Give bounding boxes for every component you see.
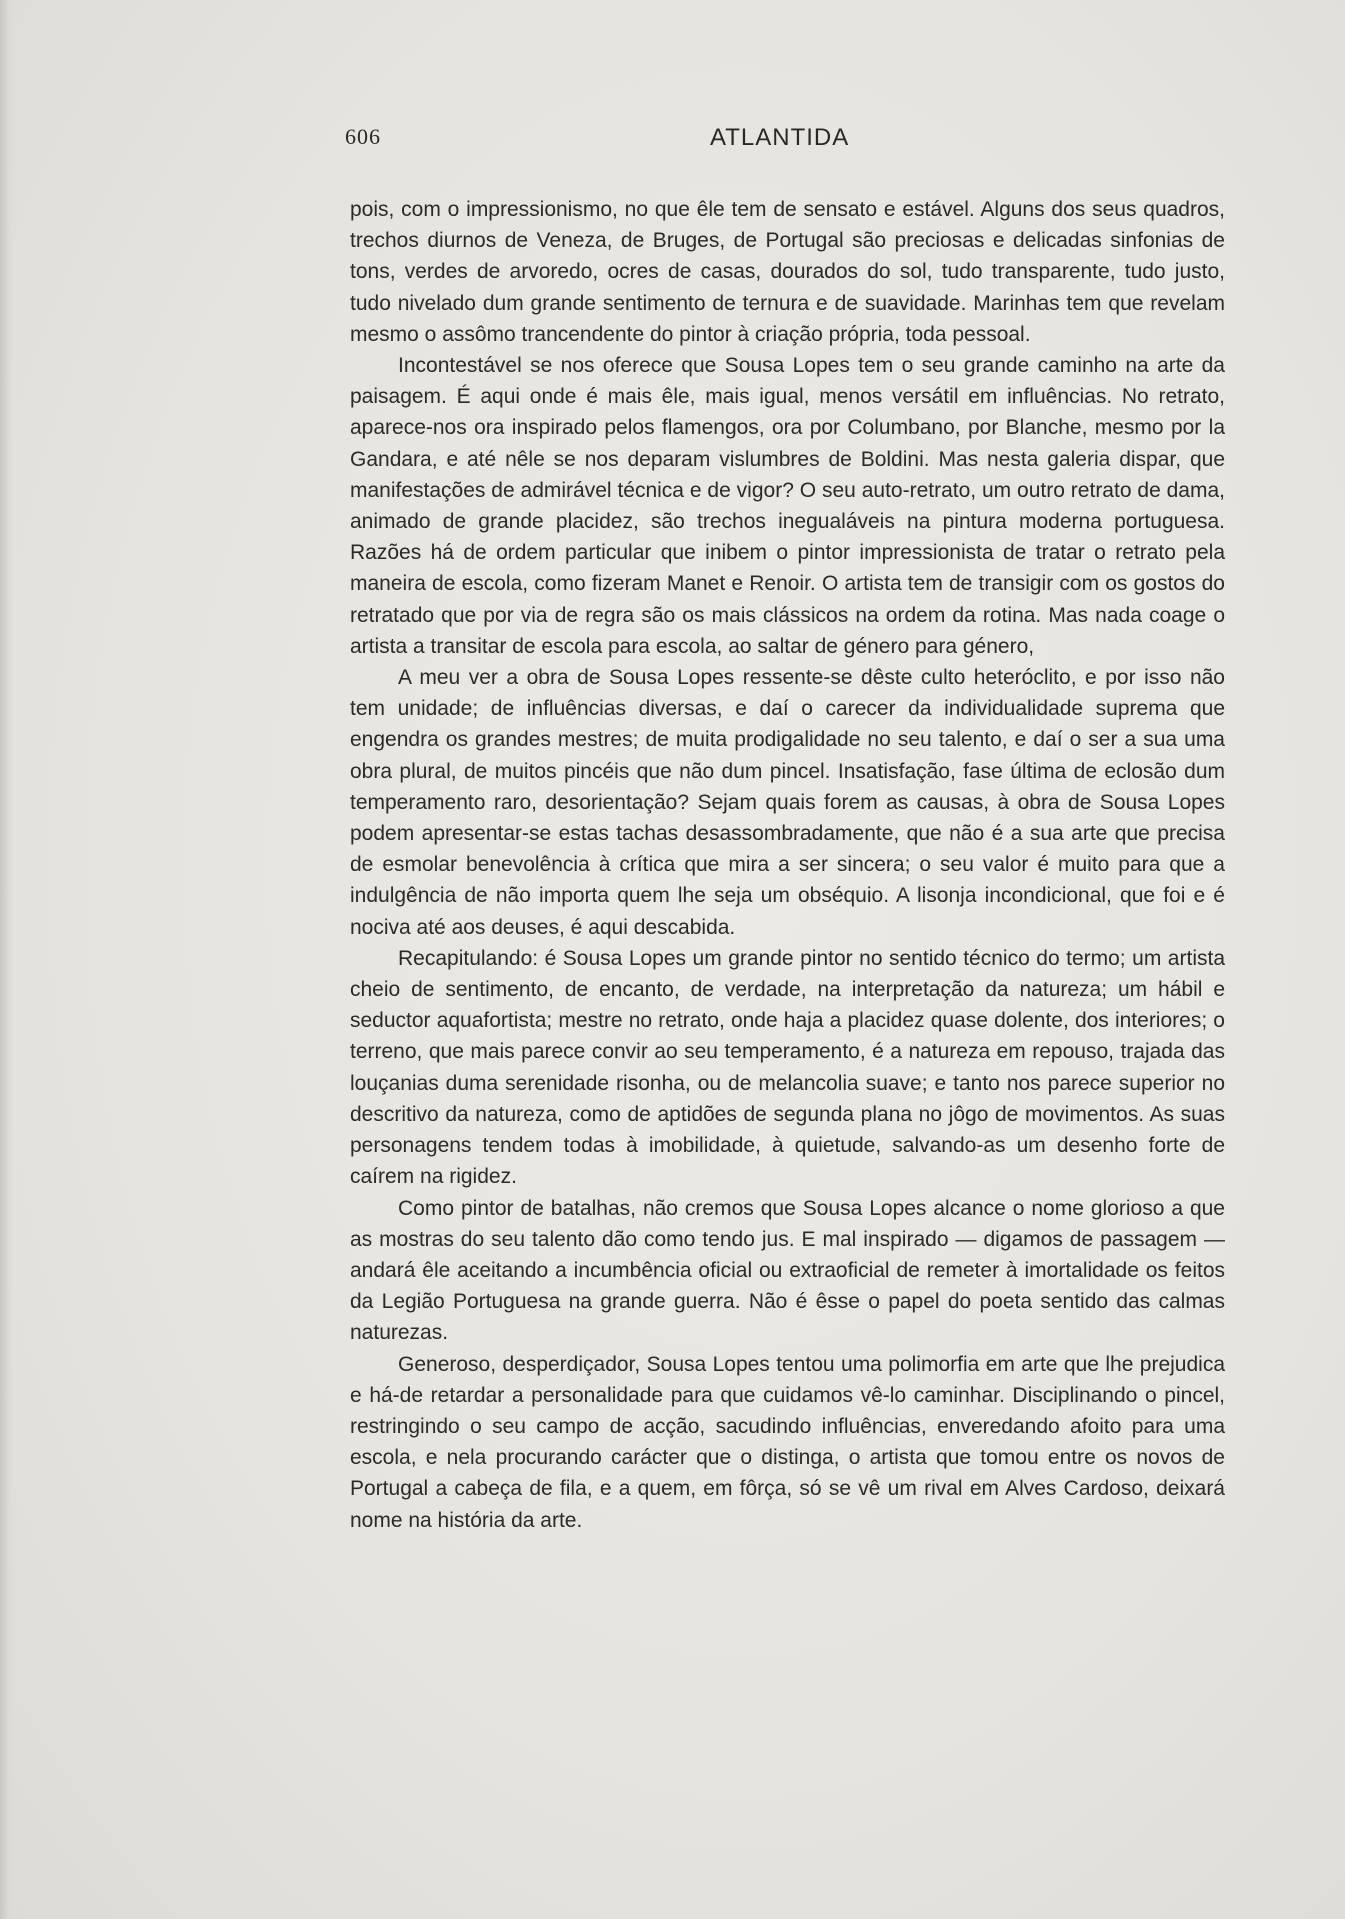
paragraph: pois, com o impressionismo, no que êle tem de sensato e estável. Alguns dos seus quadros, trechos diurnos de Veneza, de Bruges, de Portugal são preciosas e delicadas sinfonias de tons, verdes de arvoredo, ocres de casas, dourados do sol, tudo transparente, tudo justo, tudo nivelado dum grande sentimento de ternura e de suavidade. Marinhas tem que revelam mesmo o assômo trancendente do pintor à criação própria, toda pessoal. — [350, 198, 1225, 346]
page-edge-shadow — [0, 0, 14, 1919]
running-title: ATLANTIDA — [710, 124, 850, 151]
page-header — [345, 124, 863, 160]
paragraph: Recapitulando: é Sousa Lopes um grande pintor no sentido técnico do termo; um artista cheio de sentimento, de encanto, de verdade, na interpretação da natureza; um hábil e seductor aquafortista; mestre no retrato, onde haja a placidez quase dolente, dos interiores; o terreno, que mais parece convir ao seu temperamento, é a natureza em repouso, trajada das louçanias duma serenidade risonha, ou de melancolia suave; e tanto nos parece superior no descritivo da natureza, como de aptidões de segunda plana no jôgo de movimentos. As suas personagens tendem todas à imobilidade, à quietude, salvando-as um desenho forte de caírem na rigidez. — [350, 946, 1225, 1189]
paragraph: Generoso, desperdiçador, Sousa Lopes tentou uma polimorfia em arte que lhe prejudica e há-de retardar a personalidade para que cuidamos vê-lo caminhar. Disciplinando o pincel, restringindo o seu campo de acção, sacudindo influências, enveredando afoito para uma escola, e nela procurando carácter que o distinga, o artista que tomou entre os novos de Portugal a cabeça de fila, e a quem, em fôrça, só se vê um rival em Alves Cardoso, deixará nome na história da arte. — [350, 1352, 1225, 1532]
page-number: 606 — [345, 124, 381, 149]
paragraph: Como pintor de batalhas, não cremos que Sousa Lopes alcance o nome glorioso a que as mostras do seu talento dão como tendo jus. E mal inspirado — digamos de passagem — andará êle aceitando a incumbência oficial ou extraoficial de remeter à imortalidade os feitos da Legião Portuguesa na grande guerra. Não é êsse o papel do poeta sentido das calmas naturezas. — [350, 1196, 1225, 1345]
paragraph: A meu ver a obra de Sousa Lopes ressente-se dêste culto heteróclito, e por isso não tem unidade; de influências diversas, e daí o carecer da individualidade suprema que engendra os grandes mestres; de muita prodigalidade no seu talento, e daí o ser a sua uma obra plural, de muitos pincéis que não dum pincel. Insatisfação, fase última de eclosão dum temperamento raro, desorientação? Sejam quais forem as causas, à obra de Sousa Lopes podem apresentar-se estas tachas desassombradamente, que não é a sua arte que precisa de esmolar benevolência à crítica que mira a ser sincera; o seu valor é muito para que a indulgência de não importa quem lhe seja um obséquio. A lisonja incondicional, que foi e é nociva até aos deuses, é aqui descabida. — [350, 666, 1225, 939]
paragraph: Incontestável se nos oferece que Sousa Lopes tem o seu grande caminho na arte da paisagem. É aqui onde é mais êle, mais igual, menos versátil em influências. No retrato, aparece-nos ora inspirado pelos flamengos, ora por Columbano, por Blanche, mesmo por la Gandara, e até nêle se nos deparam vislumbres de Boldini. Mas nesta galeria dispar, que manifestações de admirável técnica e de vigor? O seu auto-retrato, um outro retrato de dama, animado de grande placidez, são trechos inegualáveis na pintura moderna portuguesa. Razões há de ordem particular que inibem o pintor impressionista de tratar o retrato pela maneira de escola, como fizeram Manet e Renoir. O artista tem de transigir com os gostos do retratado que por via de regra são os mais clássicos na ordem da rotina. Mas nada coage o artista a transitar de escola para escola, ao saltar de género para género, — [350, 354, 1225, 658]
body-text — [350, 194, 1225, 1536]
